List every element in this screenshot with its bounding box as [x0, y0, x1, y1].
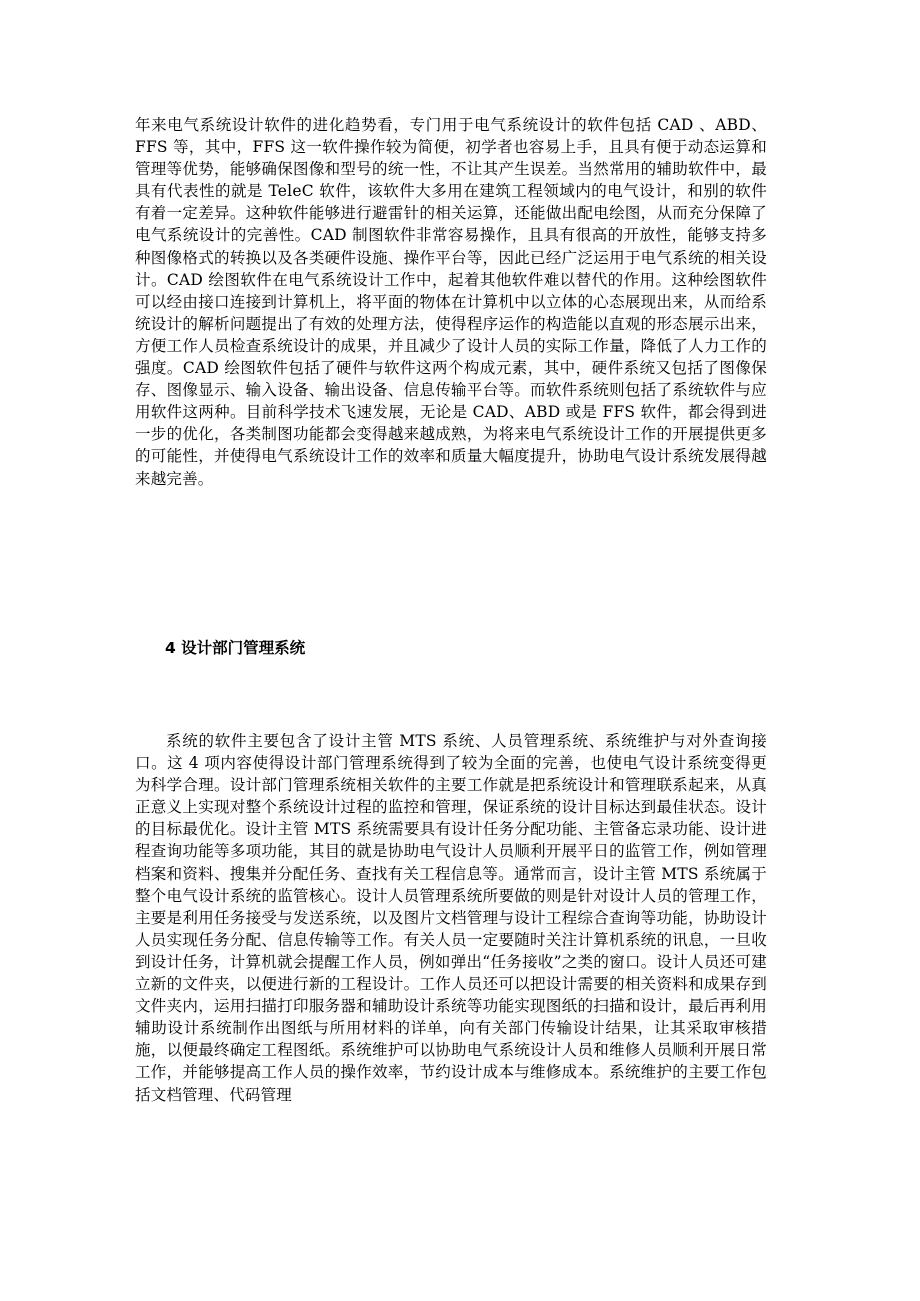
section-heading-design-department-management: 4 设计部门管理系统 — [165, 639, 306, 657]
body-paragraph-management-system: 系统的软件主要包含了设计主管 MTS 系统、人员管理系统、系统维护与对外查询接口。这 4 项内容使得设计部门管理系统得到了较为全面的完善，也使电气设计系统变得更为科学合理。设计部门管理系统相关软件的主要工作就是把系统设计和管理联系起来，从真正意义上实现对整个系统设计过程的监控和管理，保证系统的设计目标达到最佳状态。设计的目标最优化。设计主管 MTS 系统需要具有设计任务分配功能、主管备忘录功能、设计进程查询功能等多项功能，其目的就是协助电气设计人员顺利开展平日的监管工作，例如管理档案和资料、搜集并分配任务、查找有关工程信息等。通常而言，设计主管 MTS 系统属于整个电气设计系统的监管核心。设计人员管理系统所要做的则是针对设计人员的管理工作，主要是利用任务接受与发送系统，以及图片文档管理与设计工程综合查询等功能，协助设计人员实现任务分配、信息传输等工作。有关人员一定要随时关注计算机系统的讯息，一旦收到设计任务，计算机就会提醒工作人员，例如弹出“任务接收”之类的窗口。设计人员还可建立新的文件夹，以便进行新的工程设计。工作人员还可以把设计需要的相关资料和成果存到文件夹内，运用扫描打印服务器和辅助设计系统等功能实现图纸的扫描和设计，最后再利用辅助设计系统制作出图纸与所用材料的详单，向有关部门传输设计结果，让其采取审核措施，以便最终确定工程图纸。系统维护可以协助电气系统设计人员和维修人员顺利开展日常工作，并能够提高工作人员的操作效率，节约设计成本与维修成本。系统维护的主要工作包括文档管理、代码管理 — [135, 732, 767, 1104]
body-paragraph-cad-software: 年来电气系统设计软件的进化趋势看，专门用于电气系统设计的软件包括 CAD 、ABD、FFS 等，其中，FFS 这一软件操作较为简便，初学者也容易上手，且具有便于动态运算和管理等优势，能够确保图像和型号的统一性，不让其产生误差。当然常用的辅助软件中，最具有代表性的就是 TeleC 软件，该软件大多用在建筑工程领域内的电气设计，和别的软件有着一定差异。这种软件能够进行避雷针的相关运算，还能做出配电绘图，从而充分保障了电气系统设计的完善性。CAD 制图软件非常容易操作，且具有很高的开放性，能够支持多种图像格式的转换以及各类硬件设施、操作平台等，因此已经广泛运用于电气系统的相关设计。CAD 绘图软件在电气系统设计工作中，起着其他软件难以替代的作用。这种绘图软件可以经由接口连接到计算机上，将平面的物体在计算机中以立体的心态展现出来，从而给系统设计的解析问题提出了有效的处理方法，使得程序运作的构造能以直观的形态展示出来，方便工作人员检查系统设计的成果，并且减少了设计人员的实际工作量，降低了人力工作的强度。CAD 绘图软件包括了硬件与软件这两个构成元素，其中，硬件系统又包括了图像保存、图像显示、输入设备、输出设备、信息传输平台等。而软件系统则包括了系统软件与应用软件这两种。目前科学技术飞速发展，无论是 CAD、ABD 或是 FFS 软件，都会得到进一步的优化，各类制图功能都会变得越来越成熟，为将来电气系统设计工作的开展提供更多的可能性，并使得电气系统设计工作的效率和质量大幅度提升，协助电气设计系统发展得越来越完善。 — [135, 116, 767, 488]
